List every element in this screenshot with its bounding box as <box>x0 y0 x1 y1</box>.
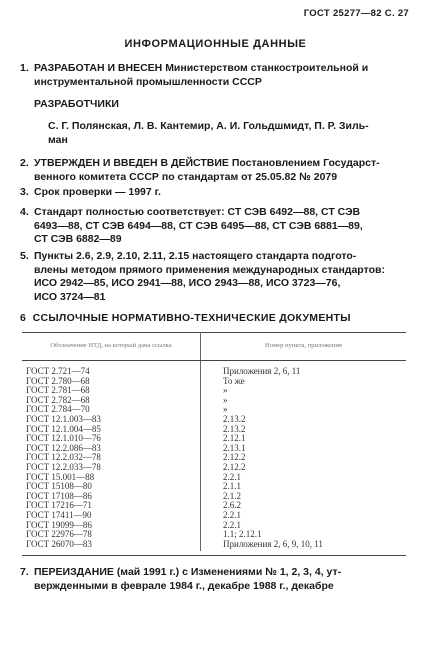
section-7-text: (май 1991 г.) с Изменениями № 1, 2, 3, 4, ут- <box>116 566 342 578</box>
section-1-number: 1. <box>20 62 29 74</box>
ref-clause-cell: 2.13.2 <box>223 423 246 434</box>
section-2-number: 2. <box>20 157 29 169</box>
section-5-line4: ИСО 3724—81 <box>34 290 106 303</box>
ref-clause-cell: 2.2.1 <box>223 519 241 530</box>
section-5-line2: влены методом прямого применения международных стандартов: <box>34 263 385 276</box>
section-4-line1: Стандарт полностью соответствует: СТ СЭВ 6492—88, СТ СЭВ <box>34 206 361 218</box>
section-3-number: 3. <box>20 186 29 198</box>
ref-clause-cell: 2.2.1 <box>223 509 241 520</box>
ref-doc-cell: ГОСТ 12.2.086—83 <box>22 444 201 454</box>
ref-doc-cell: ГОСТ 12.2.033—78 <box>22 463 201 473</box>
section-6-number: 6 <box>20 312 27 324</box>
developers-line1: С. Г. Полянская, Л. В. Кантемир, А. И. Гольдшмидт, П. Р. Зиль- <box>48 120 369 132</box>
ref-clause-cell: 2.12.2 <box>223 452 246 463</box>
ref-clause-cell: » <box>223 404 228 415</box>
references-table-body <box>22 361 406 552</box>
section-5-line3: ИСО 2942—85, ИСО 2941—88, ИСО 2943—88, ИСО 3723—76, <box>34 277 341 289</box>
section-4-number: 4. <box>20 206 29 218</box>
table-row <box>22 540 406 552</box>
section-1-text-line2: инструментальной промышленности СССР <box>34 75 262 88</box>
section-7 <box>20 566 412 593</box>
ref-clause-cell: 2.12.1 <box>223 433 246 444</box>
ref-clause-cell: 2.12.2 <box>223 461 246 472</box>
section-4 <box>20 206 412 247</box>
developers-line2: ман <box>48 133 68 146</box>
ref-clause-cell: 2.1.2 <box>223 490 241 501</box>
ref-doc-cell: ГОСТ 2.782—68 <box>22 396 201 406</box>
section-5-number: 5. <box>20 250 29 262</box>
ref-doc-cell: ГОСТ 2.721—74 <box>22 361 201 377</box>
ref-clause-cell: 2.13.2 <box>223 413 246 424</box>
ref-doc-cell: ГОСТ 12.2.032—78 <box>22 453 201 463</box>
section-1-lead: РАЗРАБОТАН И ВНЕСЕН <box>34 62 163 74</box>
ref-doc-cell: ГОСТ 15108—80 <box>22 482 201 492</box>
table-row <box>22 361 406 377</box>
section-4-line2: 6493—88, СТ СЭВ 6494—88, СТ СЭВ 6495—88, СТ СЭВ 6881—89, <box>34 219 363 232</box>
ref-doc-cell: ГОСТ 19099—86 <box>22 521 201 531</box>
section-2-text: Постановлением Государст- <box>231 157 380 169</box>
section-2 <box>20 157 412 184</box>
section-7-text-line2: вержденными в феврале 1984 г., декабре 1988 г., декабре <box>34 579 334 592</box>
ref-clause-cell: 2.13.1 <box>223 442 246 453</box>
ref-doc-cell: ГОСТ 12.1.010—76 <box>22 434 201 444</box>
ref-clause-cell: » <box>223 385 228 396</box>
ref-doc-cell: ГОСТ 17216—71 <box>22 501 201 511</box>
section-1-text: Министерством станкостроительной и <box>165 62 369 74</box>
developers-list <box>48 120 412 147</box>
ref-doc-cell: ГОСТ 12.1.004—85 <box>22 425 201 435</box>
section-6-heading <box>20 312 351 324</box>
table-bottom-rule <box>22 555 406 556</box>
ref-clause-cell: 1.1; 2.12.1 <box>223 529 262 540</box>
references-col-doc-header: Обозначение НТД, на который дана ссылка <box>22 333 201 361</box>
section-7-lead: ПЕРЕИЗДАНИЕ <box>34 566 114 578</box>
ref-doc-cell: ГОСТ 2.780—68 <box>22 377 201 387</box>
section-2-text-line2: венного комитета СССР по стандартам от 25.05.82 № 2079 <box>34 170 338 183</box>
ref-doc-cell: ГОСТ 15.001—88 <box>22 473 201 483</box>
section-2-lead: УТВЕРЖДЕН И ВВЕДЕН В ДЕЙСТВИЕ <box>34 157 229 169</box>
section-3-text: Срок проверки — 1997 г. <box>34 186 161 198</box>
section-7-number: 7. <box>20 566 29 578</box>
section-4-line3: СТ СЭВ 6882—89 <box>34 233 122 245</box>
ref-doc-cell: ГОСТ 17108—86 <box>22 492 201 502</box>
ref-doc-cell: ГОСТ 2.781—68 <box>22 386 201 396</box>
ref-clause-cell: То же <box>223 375 245 386</box>
ref-clause-cell: 2.1.1 <box>223 481 241 492</box>
ref-clause-cell: 2.6.2 <box>223 500 241 511</box>
ref-doc-cell: ГОСТ 26070—83 <box>22 540 201 552</box>
ref-doc-cell: ГОСТ 22976—78 <box>22 530 201 540</box>
section-6-title: ССЫЛОЧНЫЕ НОРМАТИВНО-ТЕХНИЧЕСКИЕ ДОКУМЕНТЫ <box>32 312 351 324</box>
section-1 <box>20 62 412 89</box>
section-3 <box>20 186 412 200</box>
ref-doc-cell: ГОСТ 17411—90 <box>22 511 201 521</box>
ref-doc-cell: ГОСТ 2.784—70 <box>22 405 201 415</box>
references-table <box>22 332 406 551</box>
section-5-line1: Пункты 2.6, 2.9, 2.10, 2.11, 2.15 настоящего стандарта подгото- <box>34 250 357 262</box>
ref-doc-cell: ГОСТ 12.1.003—83 <box>22 415 201 425</box>
developers-title: РАЗРАБОТЧИКИ <box>34 98 119 110</box>
ref-clause-cell: Приложения 2, 6, 11 <box>223 366 301 376</box>
ref-clause-cell: » <box>223 394 228 405</box>
references-col-ref-header: Номер пункта, приложения <box>201 333 407 361</box>
page-title: ИНФОРМАЦИОННЫЕ ДАННЫЕ <box>124 38 307 50</box>
ref-clause-cell: 2.2.1 <box>223 471 241 482</box>
section-5 <box>20 250 412 304</box>
ref-clause-cell: Приложения 2, 6, 9, 10, 11 <box>223 538 323 549</box>
page-header: ГОСТ 25277—82 С. 27 <box>303 8 409 19</box>
